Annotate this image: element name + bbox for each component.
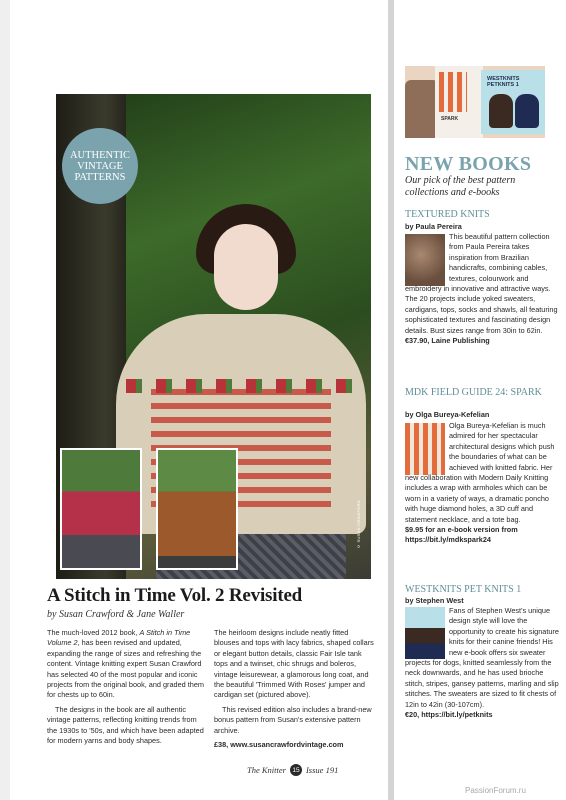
photo-credit: © SUSAN CRAWFORD	[356, 500, 361, 550]
feature-paragraph-4: This revised edition also includes a brand-new bonus pattern from Susan's extensive pattern archive.	[214, 704, 372, 735]
model-face	[214, 224, 278, 310]
page-edge	[0, 0, 10, 800]
spark-pattern	[439, 72, 467, 112]
issue-number: Issue 191	[305, 765, 339, 775]
section-text-petknits: Fans of Stephen West's unique design style will love the opportunity to create his signature knits for their canine friends! His new e-book offers six sweater projects for dogs, knitted seamlessly from the neck downwards, and he has used brioche stitch, stripes, gansey patterns, marling and slip stitches. The sweaters are sized to fit chests of 12in to 42in (30-107cm). €20, https://bit.ly/petknits	[405, 606, 559, 720]
section-author: by Paula Pereira	[405, 222, 462, 231]
book-covers-photo	[405, 66, 545, 138]
inset-photo-red-top	[60, 448, 142, 570]
rose-yoke	[126, 379, 356, 393]
section-text-textured-knits: This beautiful pattern collection from Paula Pereira takes inspiration from Brazilian handicrafts, combining cables, textures, colourwork and embroidery in innovative and attractive ways. The 20 projects include yoked sweaters, cardigans, tops, socks and shawls, all featuring sophisticated textures and fascinating design details. Bust sizes range from 30in to 62in. €37.90, Laine Publishing	[405, 232, 558, 346]
section-author: by Olga Bureya-Kefelian	[405, 410, 490, 419]
feature-paragraph-1: The much-loved 2012 book, A Stitch in Time Volume 2, has been revised and updated, expanding the range of sizes and refreshing the content. Vintage knitting expert Susan Crawford has selected 40 of the most popular and iconic projects from the original book, and graded them for chests up to 60in.	[47, 628, 204, 700]
watermark: PassionForum.ru	[465, 786, 526, 795]
dog-navy	[515, 94, 539, 128]
cover-spark: SPARK	[435, 66, 483, 138]
feature-byline: by Susan Crawford & Jane Waller	[47, 609, 185, 620]
section-text-spark: Olga Bureya-Kefelian is much admired for her spectacular architectural designs which push the boundaries of what can be achieved with knitted fabric. Her new collaboration with Modern Daily Knitting includes a wrap with armholes which can be worn in a variety of ways, a dramatic poncho with huge diamond holes, a 3D cuff and statement necklace, and a tote bag. $9.95 for an e-book version from https://bit.ly/mdkspark24	[405, 421, 555, 545]
column-divider	[388, 0, 394, 800]
feature-column-right	[214, 628, 374, 754]
section-heading-spark: MDK FIELD GUIDE 24: SPARK	[405, 387, 542, 398]
sidebar-subtitle: Our pick of the best pattern collections and e-books	[405, 175, 516, 198]
section-author: by Stephen West	[405, 596, 464, 605]
dog-brown	[489, 94, 513, 128]
feature-paragraph-3: The heirloom designs include neatly fitted blouses and tops with lacy fabrics, shaped collars or elegant button details, classic Fair Isle tank tops and a twinset, chic shrugs and boleros, vintage leisurewear, a glamorous long coat, and the beautiful 'Trimmed With Roses' jumper and cardigan set (pictured above).	[214, 628, 374, 700]
section-heading-petknits: WESTKNITS PET KNITS 1	[405, 584, 522, 595]
page-number: 15	[290, 764, 302, 776]
authentic-badge: AUTHENTIC VINTAGE PATTERNS	[62, 128, 138, 204]
cover-textured-knits	[405, 80, 439, 138]
inset-photo-bolero	[156, 448, 238, 570]
sidebar-title: NEW BOOKS	[405, 153, 532, 175]
cover-petknits: WESTKNITS PETKNITS 1	[481, 70, 545, 134]
feature-title: A Stitch in Time Vol. 2 Revisited	[47, 585, 303, 606]
section-heading-textured-knits: TEXTURED KNITS	[405, 209, 490, 220]
feature-column-left	[47, 628, 207, 750]
page-footer	[247, 764, 338, 776]
feature-paragraph-2: The designs in the book are all authentic vintage patterns, reflecting knitting trends from the 1930s to '50s, and which have been adapted for modern yarns and body shapes.	[47, 704, 204, 746]
feature-price: £38, www.susancrawfordvintage.com	[214, 740, 344, 750]
magazine-name: The Knitter	[247, 765, 286, 775]
